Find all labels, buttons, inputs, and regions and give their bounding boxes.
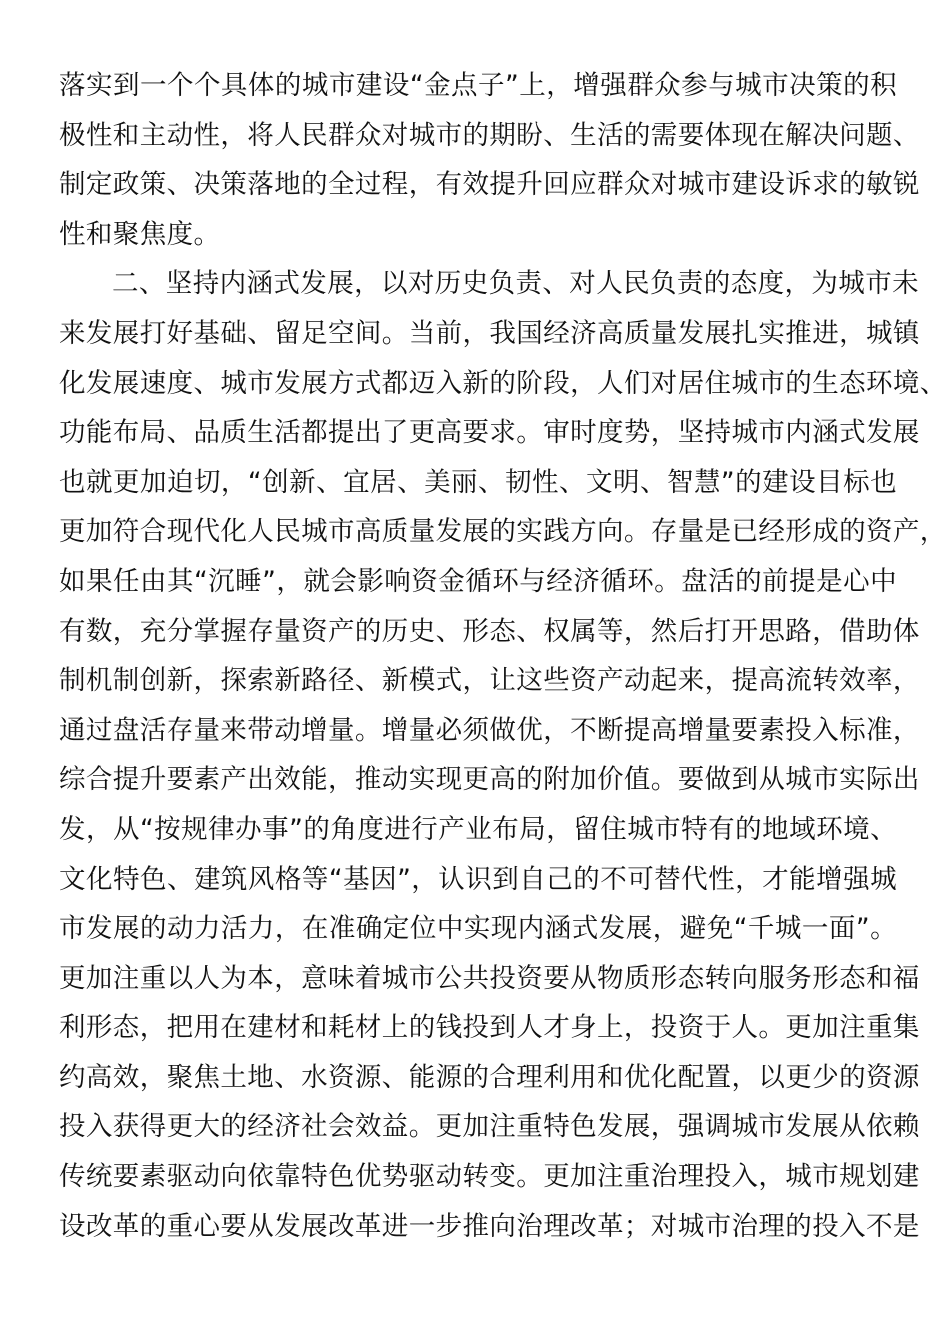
text-line: 投入获得更大的经济社会效益。更加注重特色发展，强调城市发展从依赖: [59, 1111, 920, 1143]
text-line: 功能布局、品质生活都提出了更高要求。审时度势，坚持城市内涵式发展: [59, 417, 920, 449]
text-line: 传统要素驱动向依靠特色优势驱动转变。更加注重治理投入，城市规划建: [59, 1161, 920, 1193]
text-line: 设改革的重心要从发展改革进一步推向治理改革；对城市治理的投入不是: [59, 1210, 920, 1242]
text-line: 有数，充分掌握存量资产的历史、形态、权属等，然后打开思路，借助体: [59, 615, 920, 647]
text-line: 更加注重以人为本，意味着城市公共投资要从物质形态转向服务形态和福: [59, 962, 920, 994]
text-line: 极性和主动性，将人民群众对城市的期盼、生活的需要体现在解决问题、: [59, 119, 920, 151]
text-line: 也就更加迫切，“创新、宜居、美丽、韧性、文明、智慧”的建设目标也: [59, 466, 897, 498]
text-line: 二、坚持内涵式发展，以对历史负责、对人民负责的态度，为城市未: [112, 268, 919, 300]
document-page: [59, 61, 947, 1251]
text-line: 落实到一个个具体的城市建设“金点子”上，增强群众参与城市决策的积: [59, 70, 897, 101]
text-line: 市发展的动力活力，在准确定位中实现内涵式发展，避免“千城一面”。: [59, 913, 897, 945]
text-line: 如果任由其“沉睡”，就会影响资金循环与经济循环。盘活的前提是心中: [59, 565, 897, 597]
text-line: 发，从“按规律办事”的角度进行产业布局，留住城市特有的地域环境、: [59, 813, 897, 845]
text-line: 利形态，把用在建材和耗材上的钱投到人才身上，投资于人。更加注重集: [59, 1012, 920, 1044]
text-line: 综合提升要素产出效能，推动实现更高的附加价值。要做到从城市实际出: [59, 764, 920, 796]
text-line: 制机制创新，探索新路径、新模式，让这些资产动起来，提高流转效率，: [59, 665, 920, 697]
paragraph-1: [59, 61, 920, 259]
text-line: 通过盘活存量来带动增量。增量必须做优，不断提高增量要素投入标准，: [59, 714, 920, 746]
text-line: 性和聚焦度。: [59, 218, 221, 250]
text-line: 来发展打好基础、留足空间。当前，我国经济高质量发展扎实推进，城镇: [59, 317, 920, 349]
text-line: 约高效，聚焦土地、水资源、能源的合理利用和优化配置，以更少的资源: [59, 1061, 920, 1093]
text-line: 文化特色、建筑风格等“基因”，认识到自己的不可替代性，才能增强城: [59, 863, 897, 895]
text-line: 更加符合现代化人民城市高质量发展的实践方向。存量是已经形成的资产，: [59, 516, 947, 548]
paragraph-2: [59, 259, 947, 1251]
text-line: 制定政策、决策落地的全过程，有效提升回应群众对城市建设诉求的敏锐: [59, 169, 920, 201]
text-line: 化发展速度、城市发展方式都迈入新的阶段，人们对居住城市的生态环境、: [59, 367, 947, 399]
